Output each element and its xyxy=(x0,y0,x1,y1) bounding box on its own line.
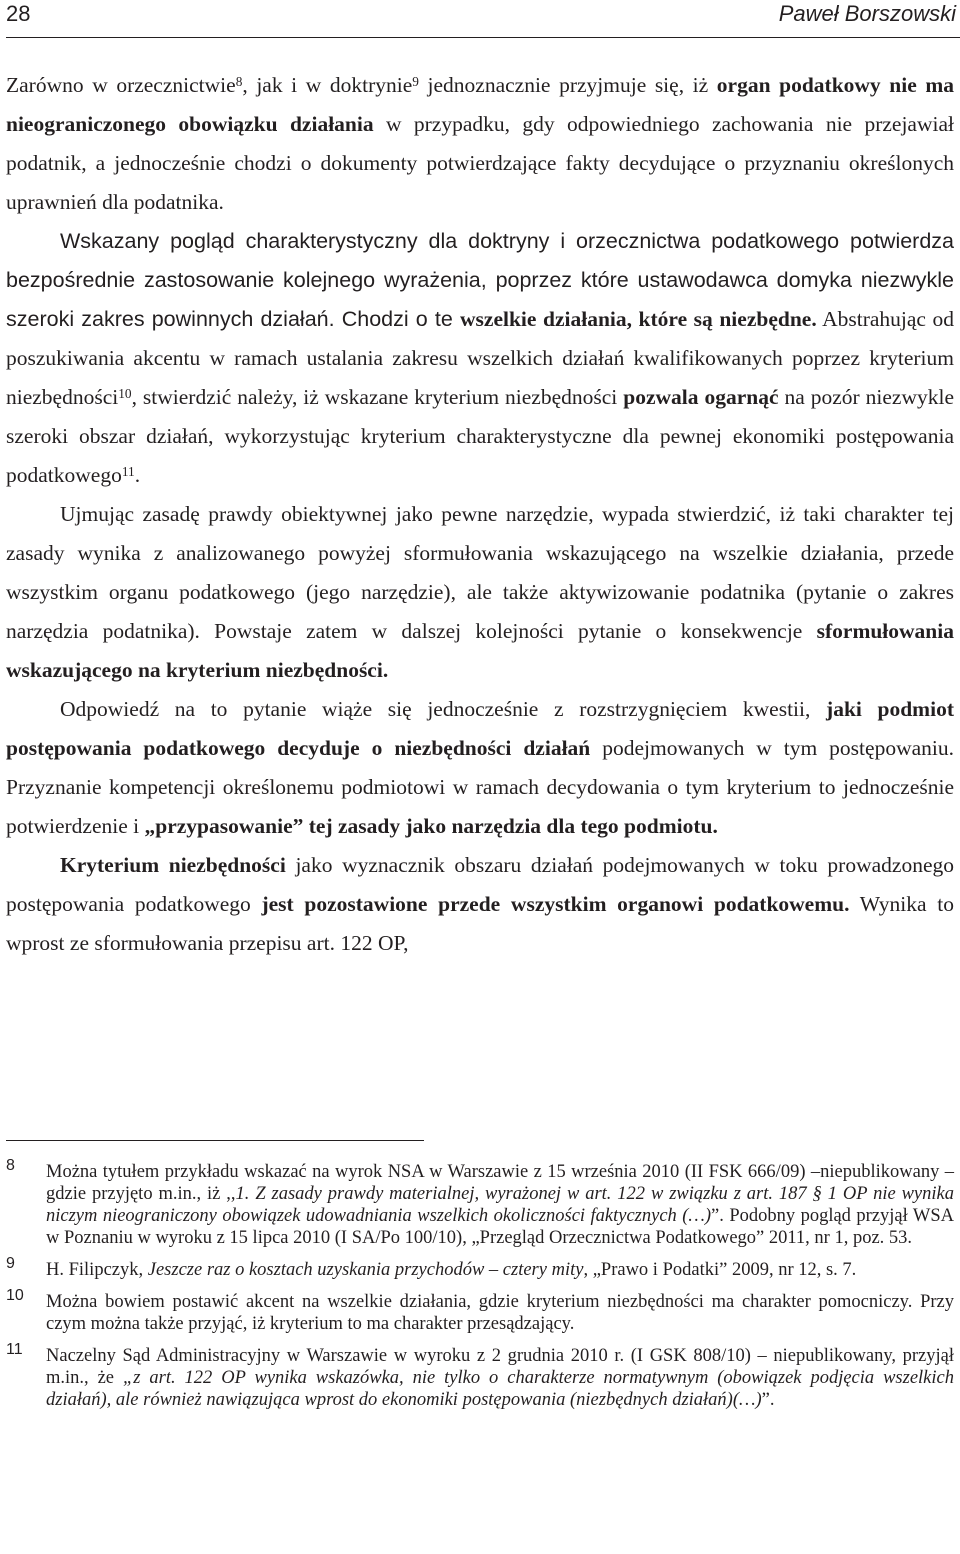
page-number: 28 xyxy=(6,1,31,26)
paragraph-3: Ujmując zasadę prawdy obiektywnej jako pewne narzędzie, wypada stwierdzić, iż taki charakter tej zasady wynika z analizowanego powyżej sformułowania wskazującego na wszelkie działania, przede wszystkim organu podatkowego (jego narzędzie), ale także aktywizowanie podatnika (pytanie o zakres narzędzia podatnika). Powstaje zatem w dalszej kolejności pytanie o konsekwencje sformułowania wskazującego na kryterium niezbędności. xyxy=(6,502,954,682)
paragraph-5: Kryterium niezbędności jako wyznacznik obszaru działań podejmowanych w toku prowadzonego postępowania podatkowego jest pozostawione przede wszystkim organowi podatkowemu. Wynika to wprost ze sformułowania przepisu art. 122 OP, xyxy=(6,853,954,955)
footnote-11: 11 Naczelny Sąd Administracyjny w Warszawie w wyroku z 2 grudnia 2010 r. (I GSK 808/10) – niepublikowany, przyjął m.in., że „z art. 122 OP wynika wskazówka, nie tylko o charakterze normatywnym (obowiązek podjęcia wszelkich działań), ale również nawiązująca wprost do ekonomiki postępowania (niezbędnych działań)(…)”. xyxy=(6,1341,954,1410)
main-text xyxy=(6,66,954,963)
paragraph-2: Wskazany pogląd charakterystyczny dla doktryny i orzecznictwa podatkowego potwierdza bezpośrednie zastosowanie kolejnego wyrażenia, poprzez które ustawodawca domyka niezwykle szeroki zakres powinnych działań. Chodzi o te wszelkie działania, które są niezbędne. Abstrahując od poszukiwania akcentu w ramach ustalania zakresu wszelkich działań kwalifikowanych poprzez kryterium niezbędności$^{10}$, stwierdzić należy, iż wskazane kryterium niezbędności pozwala ogarnąć na pozór niezwykle szeroki obszar działań, wykorzystując kryterium charakterystyczne dla pewnej ekonomiki postępowania podatkowego$^{11}$. xyxy=(6,229,955,487)
footnote-ref-9: 9 xyxy=(412,74,419,90)
footnote-separator xyxy=(6,1140,424,1141)
emphasis: wszelkie działania, które są niezbędne. xyxy=(460,307,817,331)
emphasis: organ podatkowy nie ma nieograniczonego obowiązku działania xyxy=(6,73,954,136)
page-header xyxy=(0,0,960,40)
footnote-number: 10 xyxy=(6,1287,24,1304)
footnote-9: 9 H. Filipczyk, Jeszcze raz o kosztach uzyskania przychodów – cztery mity, „Prawo i Podatki” 2009, nr 12, s. 7. xyxy=(6,1255,857,1280)
footnote-number: 9 xyxy=(6,1255,15,1272)
footnote-ref-11: 11 xyxy=(121,464,135,480)
emphasis: „przypasowanie” tej zasady jako narzędzia dla tego podmiotu. xyxy=(144,814,718,838)
emphasis: sformułowania wskazującego na kryterium niezbędności. xyxy=(6,619,954,682)
footnote-8: 8 Można tytułem przykładu wskazać na wyrok NSA w Warszawie z 15 września 2010 (II FSK 666/09) –niepublikowany – gdzie przyjęto m.in., iż ,,1. Z zasady prawdy materialnej, wyrażonej w art. 122 w związku z art. 187 § 1 OP nie wynika niczym nieograniczony obowiązek udowadniania wszelkich okoliczności faktycznych (…)”. Podobny pogląd przyjął WSA w Poznaniu w wyroku z 15 lipca 2010 (I SA/Po 100/10), „Przegląd Orzecznictwa Podatkowego” 2011, nr 1, poz. 53. xyxy=(6,1157,954,1248)
emphasis: pozwala ogarnąć xyxy=(623,385,779,409)
emphasis: jest pozostawione przede wszystkim organowi podatkowemu. xyxy=(261,892,850,916)
emphasis: jaki podmiot postępowania podatkowego decyduje o niezbędności działań xyxy=(6,697,954,760)
footnote-number: 8 xyxy=(6,1157,15,1174)
running-head-author: Paweł Borszowski xyxy=(778,1,956,26)
footnote-10: 10 Można bowiem postawić akcent na wszelkie działania, gdzie kryterium niezbędności ma charakter pomocniczy. Przy czym można także przyjąć, iż kryterium to ma charakter przesądzający. xyxy=(6,1287,954,1334)
header-rule xyxy=(6,37,960,38)
paragraph-4: Odpowiedź na to pytanie wiąże się jednocześnie z rozstrzygnięciem kwestii, jaki podmiot postępowania podatkowego decyduje o niezbędności działań podejmowanych w tym postępowaniu. Przyznanie kompetencji określonemu podmiotowi w ramach decydowania o tym kryterium to jednocześnie potwierdzenie i „przypasowanie” tej zasady jako narzędzia dla tego podmiotu. xyxy=(6,697,954,838)
paragraph-1: Zarówno w orzecznictwie$^8$, jak i w doktrynie$^9$ jednoznacznie przyjmuje się, iż organ podatkowy nie ma nieograniczonego obowiązku działania w przypadku, gdy odpowiedniego zachowania nie przejawiał podatnik, a jednocześnie chodzi o dokumenty potwierdzające fakty decydujące o przyznaniu określonych uprawnień dla podatnika. xyxy=(6,73,954,214)
footnote-number: 11 xyxy=(6,1341,23,1358)
footnote-ref-10: 10 xyxy=(118,386,132,402)
footnotes xyxy=(6,1157,954,1421)
footnote-ref-8: 8 xyxy=(235,74,243,90)
emphasis: Kryterium niezbędności xyxy=(60,853,286,877)
